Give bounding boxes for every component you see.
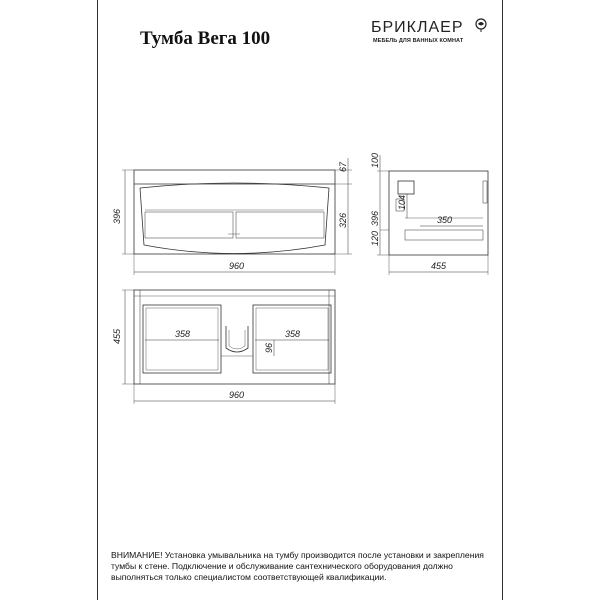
notice-line-1: ВНИМАНИЕ! Установка умывальника на тумбу производится после установки и закрепления bbox=[111, 550, 484, 560]
notice-line-3: выполняться только специалистом соответствующей квалификации. bbox=[111, 572, 387, 582]
side-view bbox=[377, 155, 488, 275]
page-title: Тумба Вега 100 bbox=[140, 28, 271, 49]
top-gap-label: 96 bbox=[264, 342, 274, 353]
front-height-label: 396 bbox=[112, 208, 122, 224]
side-top-offset-label: 100 bbox=[370, 152, 380, 168]
warning-notice bbox=[111, 550, 496, 583]
side-depth-label: 455 bbox=[431, 261, 447, 271]
front-view bbox=[122, 158, 352, 275]
top-right-drawer-label: 358 bbox=[285, 329, 301, 339]
side-inner-depth-label: 350 bbox=[437, 215, 453, 225]
brand-logo: БРИКЛАЕР bbox=[371, 19, 464, 36]
notice-line-2: тумбы к стене. Подключение и обслуживание сантехнического оборудования должно bbox=[111, 561, 453, 571]
side-inner-height-label: 104 bbox=[397, 194, 407, 210]
top-view bbox=[122, 290, 335, 404]
side-bottom-height-label: 120 bbox=[370, 230, 380, 246]
front-inner-height-label: 326 bbox=[338, 212, 348, 228]
top-left-drawer-label: 358 bbox=[175, 329, 191, 339]
brand-tagline: МЕБЕЛЬ ДЛЯ ВАННЫХ КОМНАТ bbox=[373, 38, 464, 44]
top-depth-label: 455 bbox=[112, 328, 122, 344]
side-height-label: 396 bbox=[370, 210, 380, 226]
front-width-label: 960 bbox=[229, 261, 245, 271]
top-width-label: 960 bbox=[229, 390, 245, 400]
front-top-height-label: 67 bbox=[338, 161, 348, 172]
